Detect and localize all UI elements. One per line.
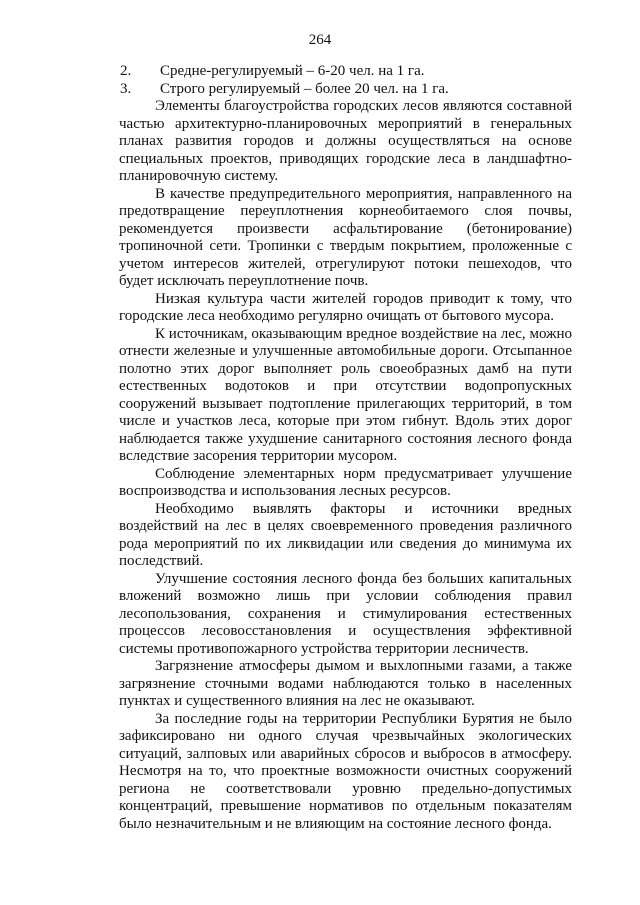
paragraph: Загрязнение атмосферы дымом и выхлопными газами, а также загрязнение сточными водами наблюдаются только в населенных пунктах и существенного влияния на лес не оказывают. (119, 658, 572, 709)
list-item-text: Строго регулируемый – более 20 чел. на 1 га. (160, 80, 449, 97)
paragraph: За последние годы на территории Республики Бурятия не было зафиксировано ни одного случая чрезвычайных экологических ситуаций, залповых или аварийных сбросов и выбросов в атмосферу. Несмотря на то, что проектные возможности очистных сооружений региона не соответствовали уровню предельно-допустимых концентраций, превышение нормативов по отдельным показателям было незначительным и не влияющим на состояние лесного фонда. (119, 710, 572, 832)
paragraph: Элементы благоустройства городских лесов являются составной частью архитектурно-планировочных мероприятий в генеральных планах развития городов и должны осуществляться на основе специальных проектов, приводящих городские леса в ландшафтно-планировочную систему. (119, 98, 572, 184)
paragraph: Соблюдение элементарных норм предусматривает улучшение воспроизводства и использования лесных ресурсов. (119, 465, 572, 499)
paragraph: К источникам, оказывающим вредное воздействие на лес, можно отнести железные и улучшенные автомобильные дороги. Отсыпанное полотно этих дорог выполняет роль своеобразных дамб на пути естественных водотоков и при отсутствии водопропускных сооружений вызывает подтопление прилегающих территорий, в том числе и участков леса, которые при этом гибнут. Вдоль этих дорог наблюдается также ухудшение санитарного состояния лесного фонда вследствие засорения территории мусором. (119, 325, 572, 464)
list-item-number: 3. (120, 80, 132, 97)
paragraph: Улучшение состояния лесного фонда без больших капитальных вложений возможно лишь при условии соблюдения правил лесопользования, сохранения и стимулирования естественных процессов лесовосстановления и осуществления эффективной системы противопожарного устройства территории лесничеств. (119, 570, 572, 657)
paragraph: В качестве предупредительного мероприятия, направленного на предотвращение переуплотнения корнеобитаемого слоя почвы, рекомендуется произвести асфальтирование (бетонирование) тропиночной сети. Тропинки с твердым покрытием, проложенные с учетом интересов жителей, отрегулируют потоки пешеходов, что будет исключать переуплотнение почв. (119, 185, 572, 289)
paragraph: Низкая культура части жителей городов приводит к тому, что городские леса необходимо регулярно очищать от бытового мусора. (119, 290, 572, 324)
list-item-text: Средне-регулируемый – 6-20 чел. на 1 га. (160, 63, 425, 79)
list-item (119, 81, 572, 99)
page-body (119, 63, 572, 833)
list-item-number: 2. (120, 63, 132, 79)
list-item (119, 63, 572, 81)
paragraph: Необходимо выявлять факторы и источники вредных воздействий на лес в целях своевременного проведения различного рода мероприятий по их ликвидации или сведения до минимума их последствий. (119, 500, 572, 569)
page-number: 264 (308, 32, 332, 48)
